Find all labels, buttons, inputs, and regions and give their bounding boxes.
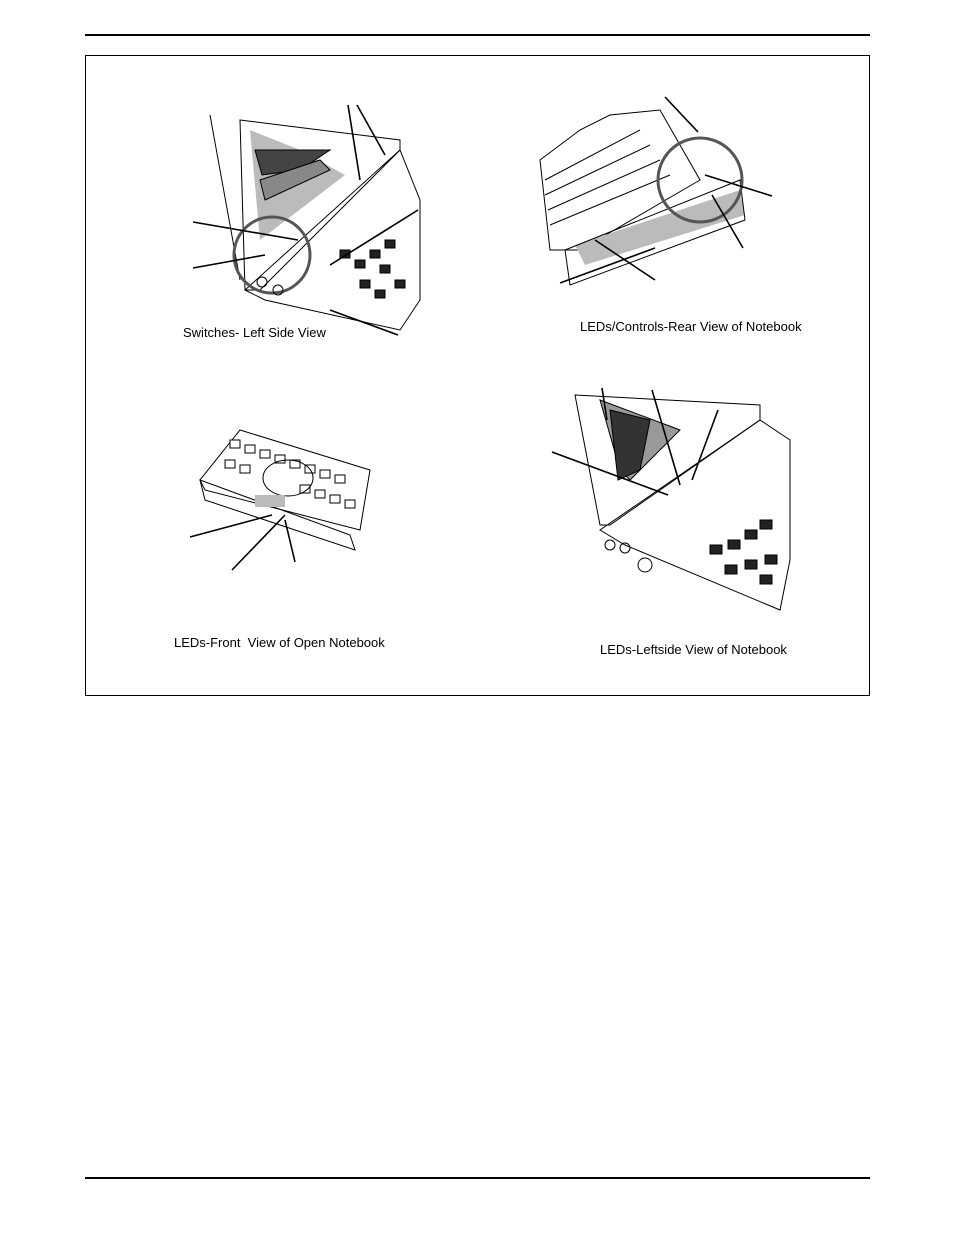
caption-front-view: LEDs-Front View of Open Notebook xyxy=(174,635,385,650)
illustration-switches-left-side xyxy=(193,105,420,335)
keyboard-keys xyxy=(225,440,355,508)
illustration-leftside-view xyxy=(552,388,790,610)
keyboard-keys xyxy=(710,520,777,584)
caption-rear-view: LEDs/Controls-Rear View of Notebook xyxy=(580,319,802,334)
bottom-rule xyxy=(85,1177,870,1179)
caption-switches-left-side: Switches- Left Side View xyxy=(183,325,326,340)
caption-leftside-view: LEDs-Leftside View of Notebook xyxy=(600,642,787,657)
keyboard-keys xyxy=(340,240,405,298)
illustration-front-view xyxy=(190,430,370,570)
illustration-rear-view xyxy=(540,97,772,285)
